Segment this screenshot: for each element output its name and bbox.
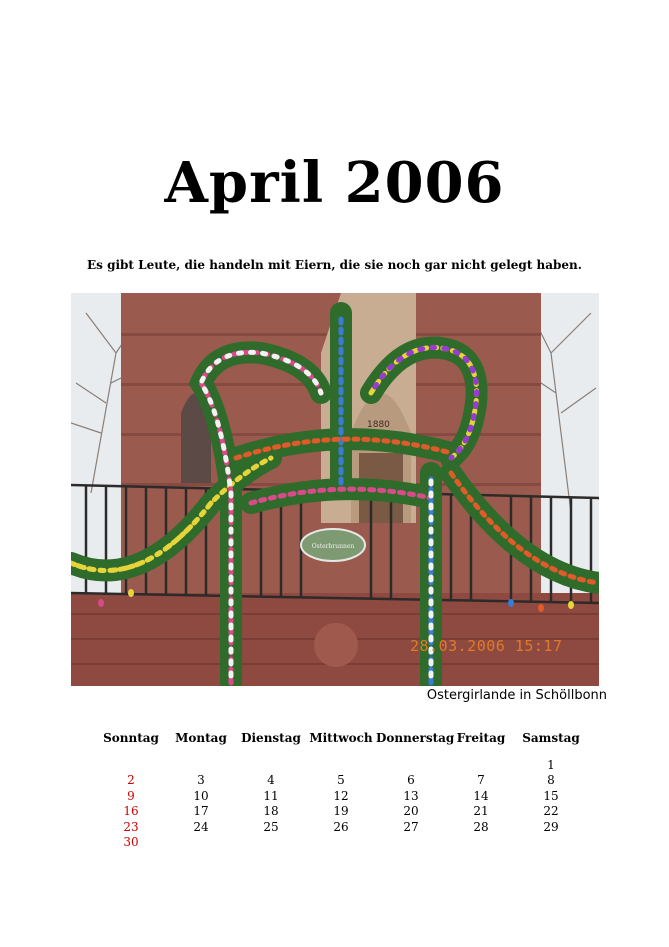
weekday-monday: Montag [175,731,227,745]
day-cell [306,757,376,773]
calendar-grid [96,729,586,850]
svg-text:1880: 1880 [367,420,390,430]
photo-caption: Ostergirlande in Schöllbonn [426,688,607,703]
calendar-week-row [96,773,586,789]
calendar-week-row [96,788,586,804]
calendar-week-row [96,819,586,835]
day-cell [306,835,376,851]
weekday-saturday: Samstag [522,731,580,745]
day-cell: 3 [197,773,205,788]
day-cell: 29 [543,819,559,834]
day-cell: 23 [123,819,139,834]
day-cell [516,835,586,851]
day-cell [96,757,166,773]
day-cell: 1 [547,757,555,772]
weekday-thursday: Donnerstag [376,731,455,745]
calendar-week-row [96,757,586,773]
day-cell: 12 [333,788,349,803]
day-cell: 8 [547,773,555,788]
day-cell: 21 [473,804,489,819]
day-cell [376,757,446,773]
day-cell: 5 [337,773,345,788]
day-cell [376,835,446,851]
day-cell: 22 [543,804,559,819]
day-cell: 27 [403,819,419,834]
day-cell: 20 [403,804,419,819]
day-cell: 11 [263,788,279,803]
day-cell: 4 [267,773,275,788]
calendar-week-row [96,835,586,851]
calendar-week-row [96,804,586,820]
day-cell: 26 [333,819,349,834]
day-cell: 16 [123,804,139,819]
day-cell: 2 [127,773,135,788]
svg-text:Osterbrunnen: Osterbrunnen [311,543,355,550]
day-cell: 10 [193,788,209,803]
weekday-wednesday: Mittwoch [309,731,373,745]
day-cell: 7 [477,773,485,788]
day-cell: 18 [263,804,279,819]
day-cell: 9 [127,788,135,803]
weekday-header-row [96,729,586,747]
photo-illustration [71,293,599,686]
day-cell [166,835,236,851]
day-cell [446,757,516,773]
day-cell: 19 [333,804,349,819]
quote-text: Es gibt Leute, die handeln mit Eiern, die sie noch gar nicht gelegt haben. [87,258,582,272]
photo-timestamp: 28.03.2006 15:17 [410,637,563,655]
weekday-friday: Freitag [456,731,506,745]
day-cell: 28 [473,819,489,834]
day-cell: 6 [407,773,415,788]
day-cell [236,835,306,851]
day-cell: 13 [403,788,419,803]
day-cell: 25 [263,819,279,834]
page-title: April 2006 [164,150,505,216]
weekday-sunday: Sonntag [103,731,159,745]
easter-garland-photo [71,293,599,686]
day-cell: 14 [473,788,489,803]
day-cell: 30 [123,835,139,850]
day-cell: 24 [193,819,209,834]
day-cell: 17 [193,804,209,819]
day-cell: 15 [543,788,559,803]
day-cell [236,757,306,773]
day-cell [446,835,516,851]
day-cell [166,757,236,773]
weekday-tuesday: Dienstag [241,731,301,745]
